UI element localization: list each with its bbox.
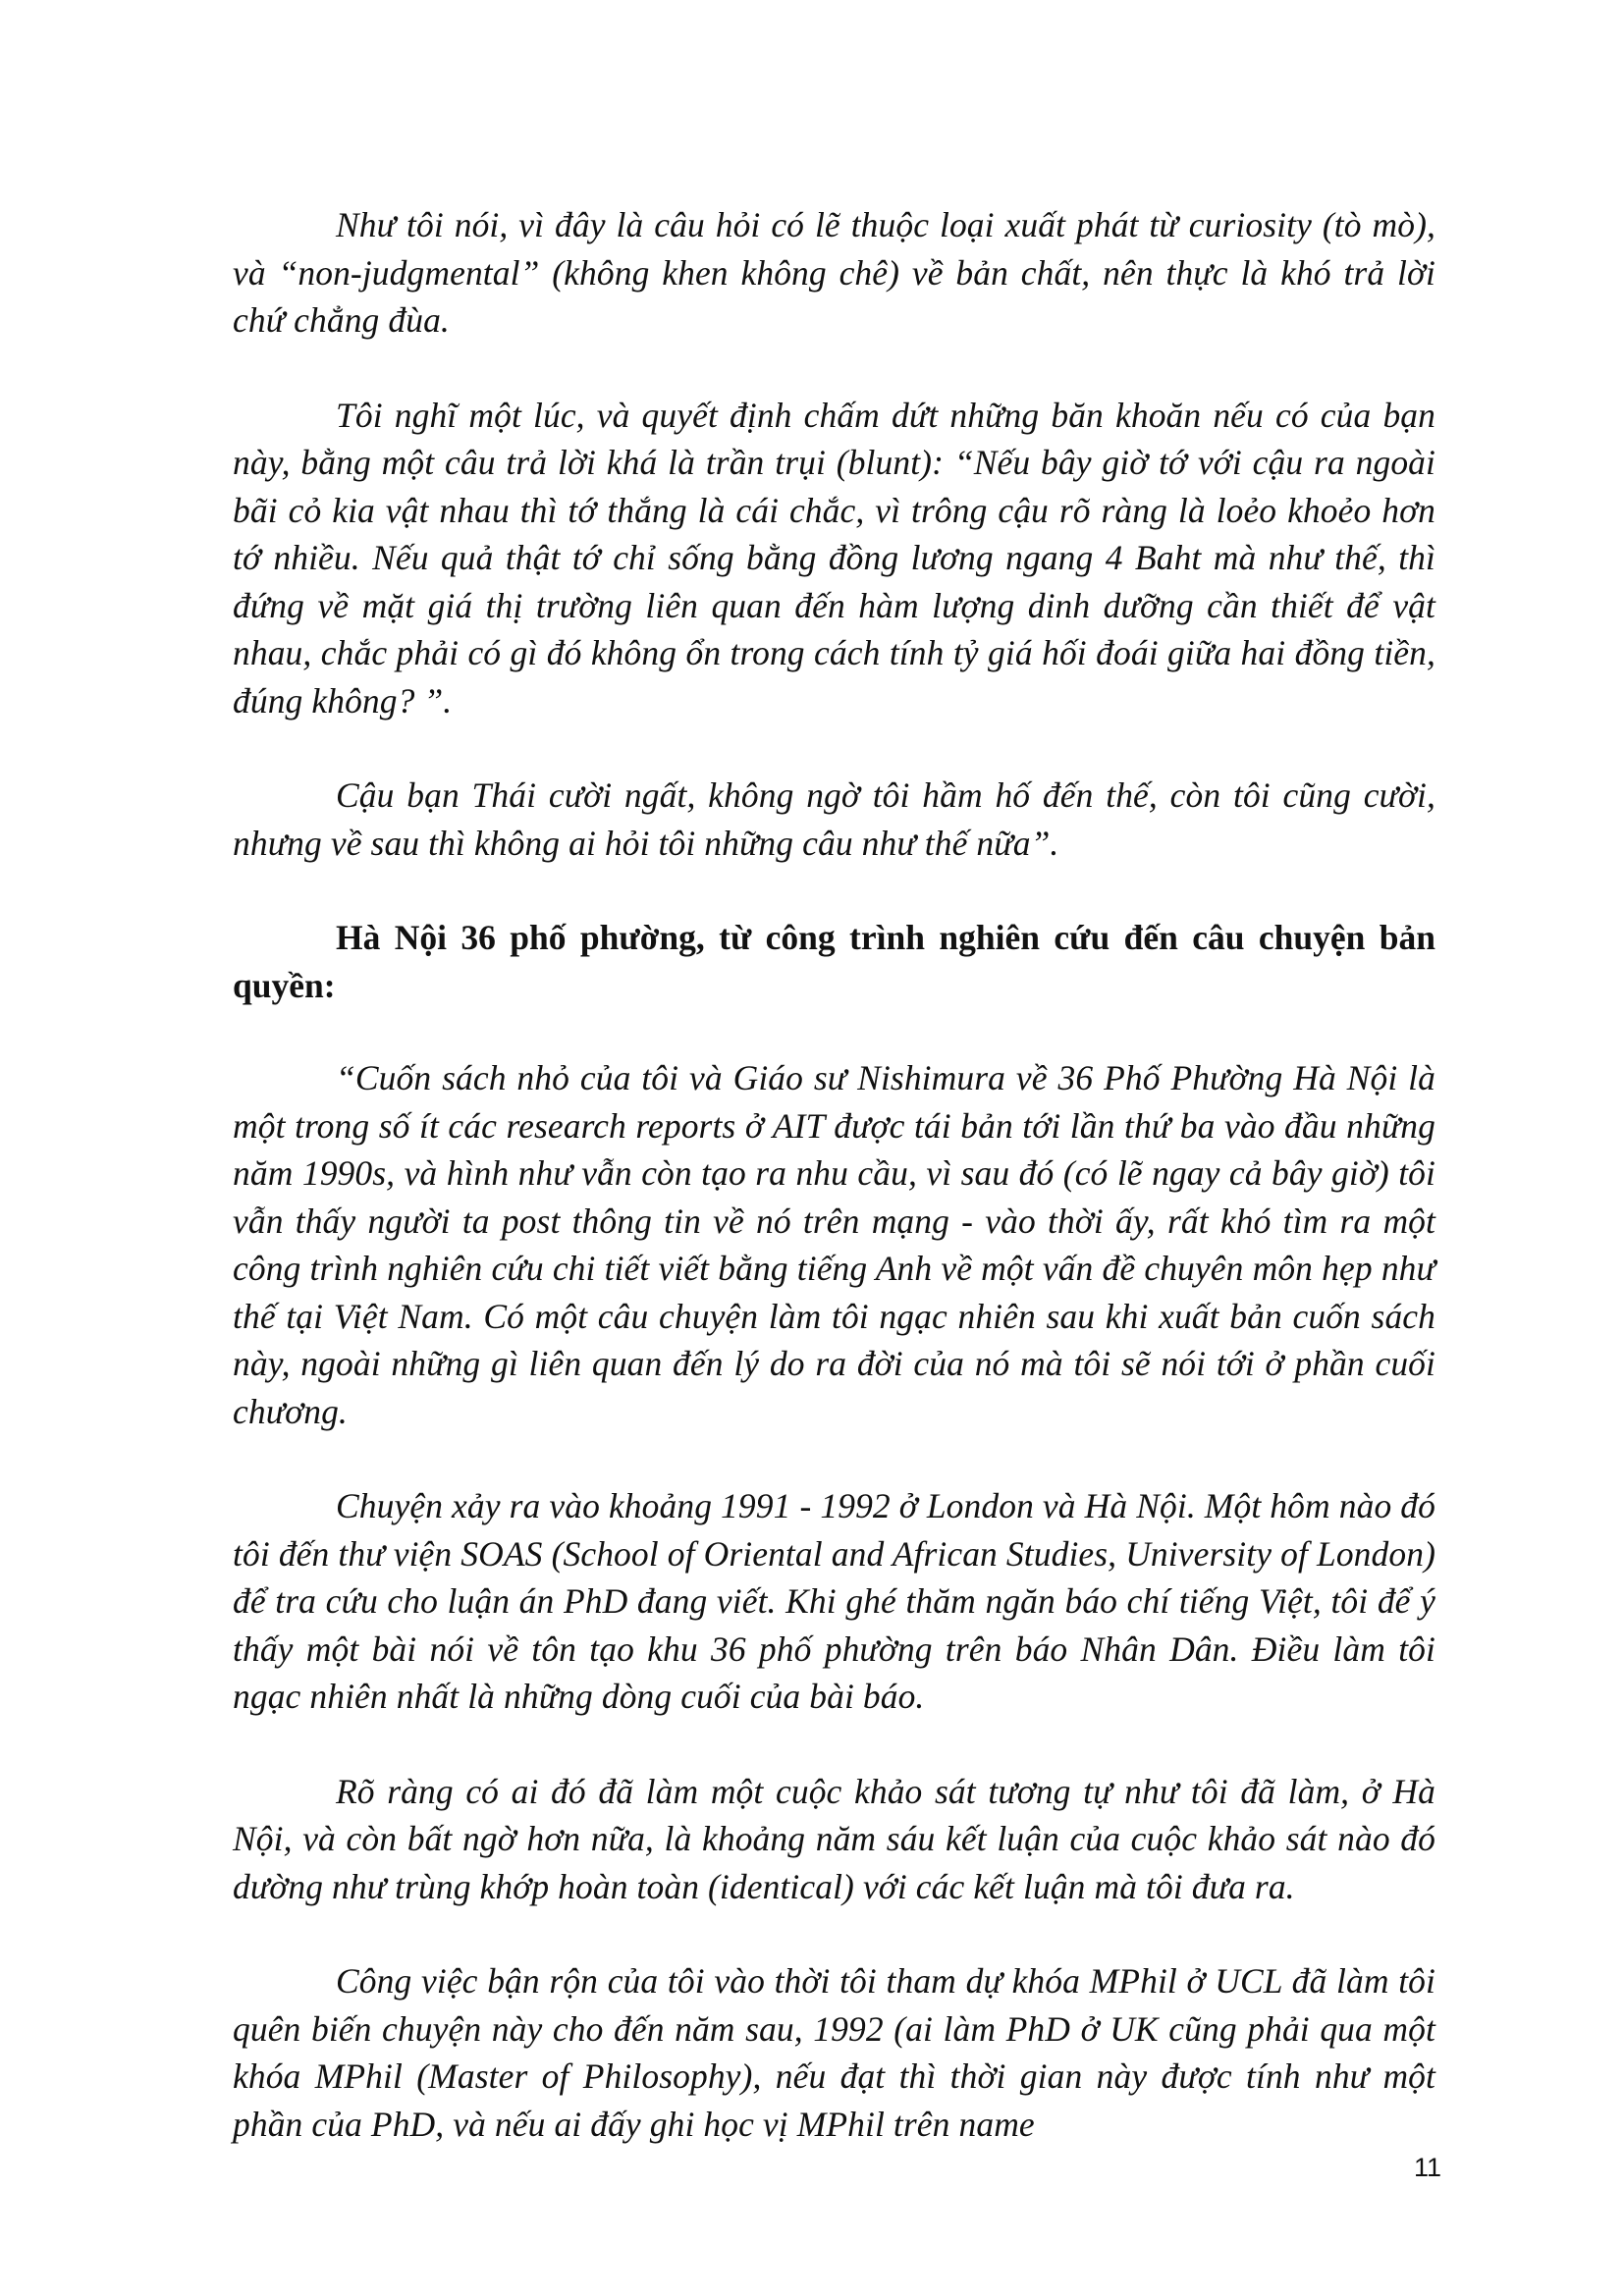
paragraph-blunt-answer: Tôi nghĩ một lúc, và quyết định chấm dứt những băn khoăn nếu có của bạn này, bằng một câu trả lời khá là trần trụi (blunt): “Nếu bây giờ tớ với cậu ra ngoài bãi cỏ kia vật nhau thì tớ thắng là cái chắc, vì trông cậu rõ ràng là loẻo khoẻo hơn tớ nhiều. Nếu quả thật tớ chỉ sống bằng đồng lương ngang 4 Baht mà như thế, thì đứng về mặt giá thị trường liên quan đến hàm lượng dinh dưỡng cần thiết để vật nhau, chắc phải có gì đó không ổn trong cách tính tỷ giá hối đoái giữa hai đồng tiền, đúng không? ”. [233,395,1435,721]
paragraph-similar-survey: Rõ ràng có ai đó đã làm một cuộc khảo sát tương tự như tôi đã làm, ở Hà Nội, và còn bất ngờ hơn nữa, là khoảng năm sáu kết luận của cuộc khảo sát nào đó dường như trùng khớp hoàn toàn (identical) với các kết luận mà tôi đưa ra. [233,1771,1435,1906]
paragraph-mphil-ucl: Công việc bận rộn của tôi vào thời tôi tham dự khóa MPhil ở UCL đã làm tôi quên biến chuyện này cho đến năm sau, 1992 (ai làm PhD ở UK cũng phải qua một khóa MPhil (Master of Philosophy), nếu đạt thì thời gian này được tính như một phần của PhD, và nếu ai đấy ghi học vị MPhil trên name [233,1961,1435,2144]
paragraph-thai-friend: Cậu bạn Thái cười ngất, không ngờ tôi hầm hố đến thế, còn tôi cũng cười, nhưng về sau thì không ai hỏi tôi những câu như thế nữa”. [233,775,1435,863]
page-number: 11 [1413,2153,1441,2182]
paragraph-curiosity: Như tôi nói, vì đây là câu hỏi có lẽ thuộc loại xuất phát từ curiosity (tò mò), và “non-judgmental” (không khen không chê) về bản chất, nên thực là khó trả lời chứ chẳng đùa. [233,205,1435,340]
section-heading: Hà Nội 36 phố phường, từ công trình nghiên cứu đến câu chuyện bản quyền: [233,918,1435,1005]
paragraph-soas-library: Chuyện xảy ra vào khoảng 1991 - 1992 ở London và Hà Nội. Một hôm nào đó tôi đến thư viện SOAS (School of Oriental and African Studies, University of London) để tra cứu cho luận án PhD đang viết. Khi ghé thăm ngăn báo chí tiếng Việt, tôi để ý thấy một bài nói về tôn tạo khu 36 phố phường trên báo Nhân Dân. Điều làm tôi ngạc nhiên nhất là những dòng cuối của bài báo. [233,1486,1435,1716]
document-page [233,201,1435,2195]
paragraph-book-36-pho-phuong: “Cuốn sách nhỏ của tôi và Giáo sư Nishimura về 36 Phố Phường Hà Nội là một trong số ít các research reports ở AIT được tái bản tới lần thứ ba vào đầu những năm 1990s, và hình như vẫn còn tạo ra nhu cầu, vì sau đó (có lẽ ngay cả bây giờ) tôi vẫn thấy người ta post thông tin về nó trên mạng - vào thời ấy, rất khó tìm ra một công trình nghiên cứu chi tiết viết bằng tiếng Anh về một vấn đề chuyên môn hẹp như thế tại Việt Nam. Có một câu chuyện làm tôi ngạc nhiên sau khi xuất bản cuốn sách này, ngoài những gì liên quan đến lý do ra đời của nó mà tôi sẽ nói tới ở phần cuối chương. [233,1058,1435,1431]
